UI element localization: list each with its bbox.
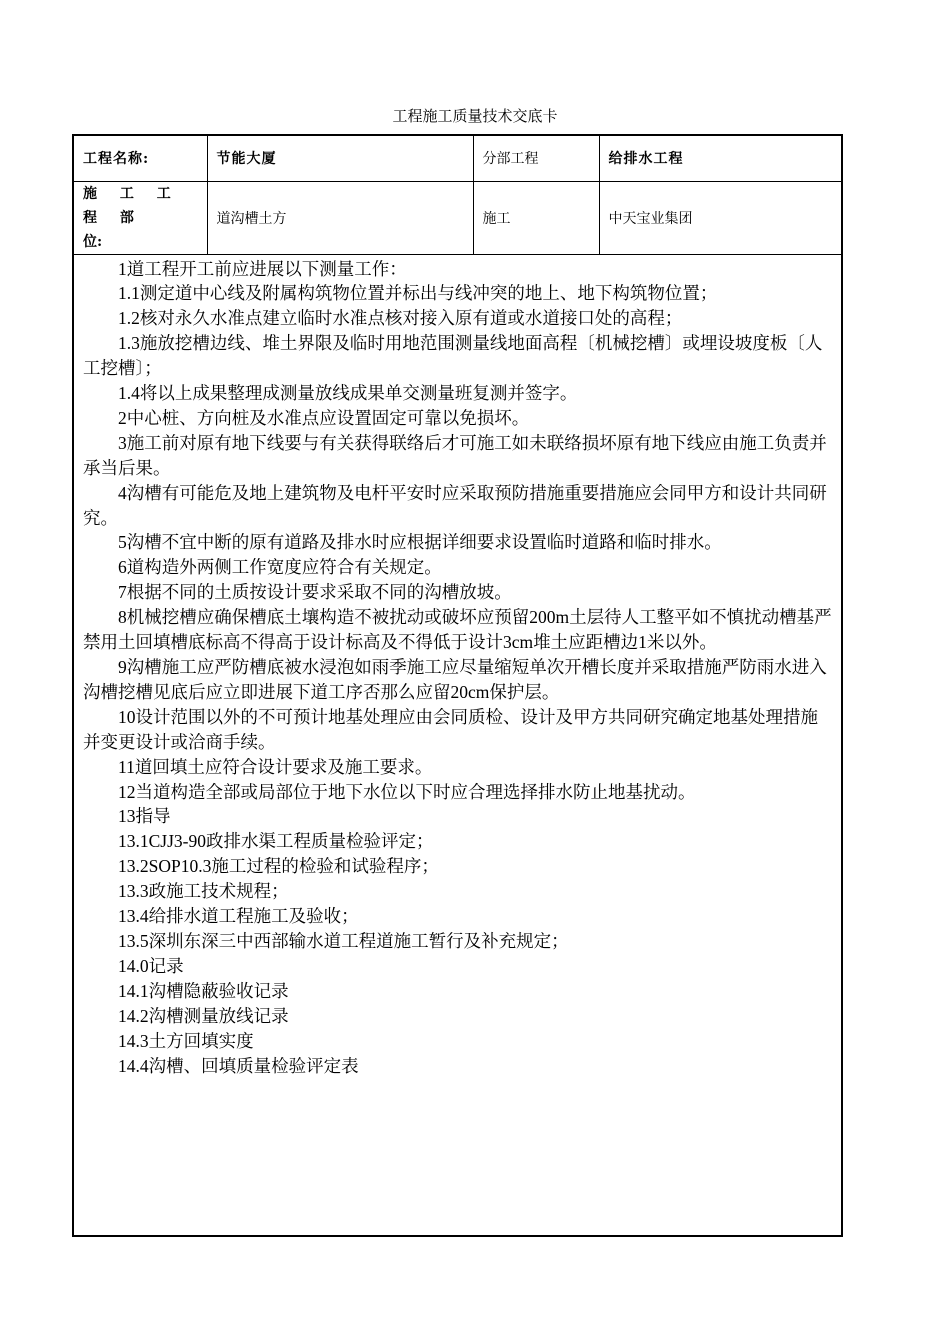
- header-row-project: [74, 136, 841, 181]
- location-label-cell: [74, 181, 207, 254]
- content-paragraph: 14.3土方回填实度: [118, 1030, 254, 1051]
- content-paragraph: 1.2核对永久水准点建立临时水准点核对接入原有道或水道接口处的高程；: [118, 308, 683, 329]
- disclosure-card: [72, 134, 843, 1237]
- content-paragraph: 11道回填土应符合设计要求及施工要求。: [118, 756, 433, 777]
- content-paragraph: 3施工前对原有地下线要与有关获得联络后才可施工如未联络损坏原有地下线应由施工负责并承当后果。: [83, 432, 827, 478]
- content-paragraph: 13.3政施工技术规程；: [118, 881, 289, 902]
- sub-project-value: 给排水工程: [599, 136, 841, 181]
- content-paragraph: 1道工程开工前应进展以下测量工作：: [118, 258, 407, 279]
- project-name-value: 节能大厦: [207, 136, 473, 181]
- content-paragraph: 7根据不同的土质按设计要求采取不同的沟槽放坡。: [118, 582, 512, 603]
- content-paragraph: 1.1测定道中心线及附属构筑物位置并标出与线冲突的地上、地下构筑物位置；: [118, 283, 718, 304]
- content-paragraph: 13.2SOP10.3施工过程的检验和试验程序；: [118, 856, 439, 877]
- location-label-main: 施 工 工 程 部: [83, 185, 180, 226]
- project-name-label: 工程名称:: [74, 136, 207, 181]
- content-paragraph: 1.4将以上成果整理成测量放线成果单交测量班复测并签字。: [118, 383, 578, 404]
- content-paragraph: 14.2沟槽测量放线记录: [118, 1005, 289, 1026]
- content-paragraph: 12当道构造全部或局部位于地下水位以下时应合理选择排水防止地基扰动。: [118, 781, 696, 802]
- content-paragraph: 14.1沟槽隐蔽验收记录: [118, 980, 289, 1001]
- content-paragraph: 2中心桩、方向桩及水准点应设置固定可靠以免损坏。: [118, 407, 530, 428]
- content-paragraph: 5沟槽不宜中断的原有道路及排水时应根据详细要求设置临时道路和临时排水。: [118, 532, 722, 553]
- location-label-tail: 位:: [83, 233, 103, 250]
- content-paragraph: 8机械挖槽应确保槽底土壤构造不被扰动或破坏应预留200m土层待人工整平如不慎扰动槽基严禁用土回填槽底标高不得高于设计标高及不得低于设计3cm堆土应距槽边1米以外。: [83, 607, 832, 653]
- disclosure-content: [74, 255, 841, 1079]
- content-paragraph: 13.1CJJ3-90政排水渠工程质量检验评定；: [118, 831, 434, 852]
- content-paragraph: 14.4沟槽、回填质量检验评定表: [118, 1055, 359, 1076]
- content-paragraph: 13.5深圳东深三中西部输水道工程道施工暂行及补充规定；: [118, 930, 569, 951]
- content-paragraph: 10设计范围以外的不可预计地基处理应由会同质检、设计及甲方共同研究确定地基处理措施并变更设计或洽商手续。: [83, 706, 818, 752]
- content-paragraph: 1.3施放挖槽边线、堆土界限及临时用地范围测量线地面高程〔机械挖槽〕或埋设坡度板〔人工挖槽〕；: [83, 333, 823, 379]
- sub-project-label: 分部工程: [473, 136, 599, 181]
- content-paragraph: 4沟槽有可能危及地上建筑物及电杆平安时应采取预防措施重要措施应会同甲方和设计共同研究。: [83, 482, 827, 528]
- header-row-location: [74, 181, 841, 254]
- content-paragraph: 6道构造外两侧工作宽度应符合有关规定。: [118, 557, 442, 578]
- header-table: [74, 136, 841, 255]
- location-label: [83, 182, 198, 254]
- location-value: 道沟槽土方: [207, 181, 473, 254]
- construction-value: 中天宝业集团: [599, 181, 841, 254]
- content-paragraph: 9沟槽施工应严防槽底被水浸泡如雨季施工应尽量缩短单次开槽长度并采取措施严防雨水进入沟槽挖槽见底后应立即进展下道工序否那么应留20cm保护层。: [83, 657, 827, 702]
- construction-label: 施工: [473, 181, 599, 254]
- content-paragraph: 13.4给排水道工程施工及验收；: [118, 906, 359, 927]
- content-paragraph: 14.0记录: [118, 955, 184, 976]
- content-paragraph: 13指导: [118, 806, 171, 827]
- document-title: 工程施工质量技术交底卡: [392, 107, 558, 125]
